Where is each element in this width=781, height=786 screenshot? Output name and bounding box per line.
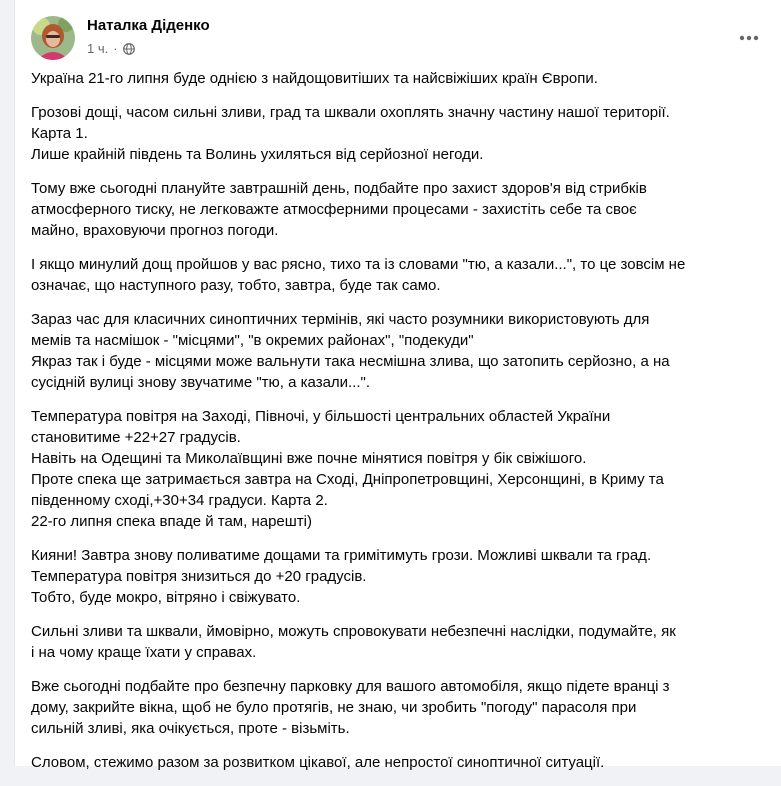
- post-text-line: І якщо минулий дощ пройшов у вас рясно, тихо та із словами "тю, а казали...", то це зовсім не: [31, 256, 686, 273]
- post-text-line: Лише крайній південь та Волинь ухиляться від серйозної негоди.: [31, 146, 484, 163]
- post-text-line: Температура повітря знизиться до +20 градусів.: [31, 568, 367, 585]
- post-paragraph: [31, 621, 766, 663]
- post-timestamp[interactable]: 1 ч.: [87, 41, 109, 56]
- post-text-line: Тому вже сьогодні плануйте завтрашній день, подбайте про захист здоров'я від стрибків: [31, 180, 647, 197]
- post-paragraph: [31, 545, 766, 608]
- post-text-line: Словом, стежимо разом за розвитком цікавої, але непростої синоптичної ситуації.: [31, 754, 605, 771]
- post-paragraph: [31, 68, 766, 89]
- post-text-line: Проте спека ще затримається завтра на Сході, Дніпропетровщині, Херсонщині, в Криму та: [31, 471, 664, 488]
- post-text-line: мемів та насмішок - "місцями", "в окремих районах", "подекуди": [31, 332, 474, 349]
- post-text-line: Якраз так і буде - місцями може вальнути така несмішна злива, що затопить серйозно, а на: [31, 353, 670, 370]
- post-paragraph: [31, 676, 766, 739]
- post-text-line: Температура повітря на Заході, Півночі, у більшості центральних областей України: [31, 408, 611, 425]
- post-text-line: Грозові дощі, часом сильні зливи, град та шквали охоплять значну частину нашої території.: [31, 104, 670, 121]
- post-header: [31, 14, 761, 62]
- post-paragraph: [31, 102, 766, 165]
- post-card: [14, 0, 781, 771]
- post-paragraph: [31, 406, 766, 532]
- post-text-line: південному сході,+30+34 градуси. Карта 2.: [31, 492, 328, 509]
- post-text-line: майно, враховуючи прогноз погоди.: [31, 222, 279, 239]
- post-text-line: Зараз час для класичних синоптичних термінів, які часто розумники використовують для: [31, 311, 650, 328]
- post-text-line: 22-го липня спека впаде й там, нарешті): [31, 513, 313, 530]
- post-paragraph: [31, 752, 766, 773]
- post-text-line: Карта 1.: [31, 125, 88, 142]
- post-text-line: сильній зливі, яка очікується, проте - візьміть.: [31, 720, 350, 737]
- more-options-icon[interactable]: [731, 20, 767, 56]
- post-text-line: і на чому краще їхати у справах.: [31, 644, 257, 661]
- post-text-line: Сильні зливи та шквали, ймовірно, можуть спровокувати небезпечні наслідки, подумайте, як: [31, 623, 676, 640]
- post-paragraph: [31, 254, 766, 296]
- post-text-line: Кияни! Завтра знову поливатиме дощами та гримітимуть грози. Можливі шквали та град.: [31, 547, 652, 564]
- author-name[interactable]: Наталка Діденко: [87, 17, 210, 34]
- globe-icon[interactable]: [123, 43, 135, 55]
- post-text-line: сусідній вулиці знову звучатиме "тю, а казали...".: [31, 374, 371, 391]
- meta-separator: ·: [113, 41, 118, 56]
- post-text-line: Україна 21-го липня буде однією з найдощовитіших та найсвіжіших країн Європи.: [31, 70, 598, 87]
- post-meta: [87, 41, 135, 56]
- post-text-line: означає, що наступного разу, тобто, завтра, буде так само.: [31, 277, 441, 294]
- post-text-line: Навіть на Одещині та Миколаївщині вже почне мінятися повітря у бік свіжішого.: [31, 450, 587, 467]
- post-text-line: Тобто, буде мокро, вітряно і свіжувато.: [31, 589, 301, 606]
- post-text-line: становитиме +22+27 градусів.: [31, 429, 241, 446]
- post-text-line: дому, закрийте вікна, щоб не було протягів, не знаю, чи зробить "погоду" парасоля при: [31, 699, 637, 716]
- post-text-line: атмосферного тиску, не легковажте атмосферними процесами - захистіть себе та своє: [31, 201, 637, 218]
- post-body: [31, 68, 766, 786]
- post-text-line: Вже сьогодні подбайте про безпечну парковку для вашого автомобіля, якщо підете вранці з: [31, 678, 670, 695]
- author-avatar[interactable]: [31, 16, 75, 60]
- post-paragraph: [31, 178, 766, 241]
- post-paragraph: [31, 309, 766, 393]
